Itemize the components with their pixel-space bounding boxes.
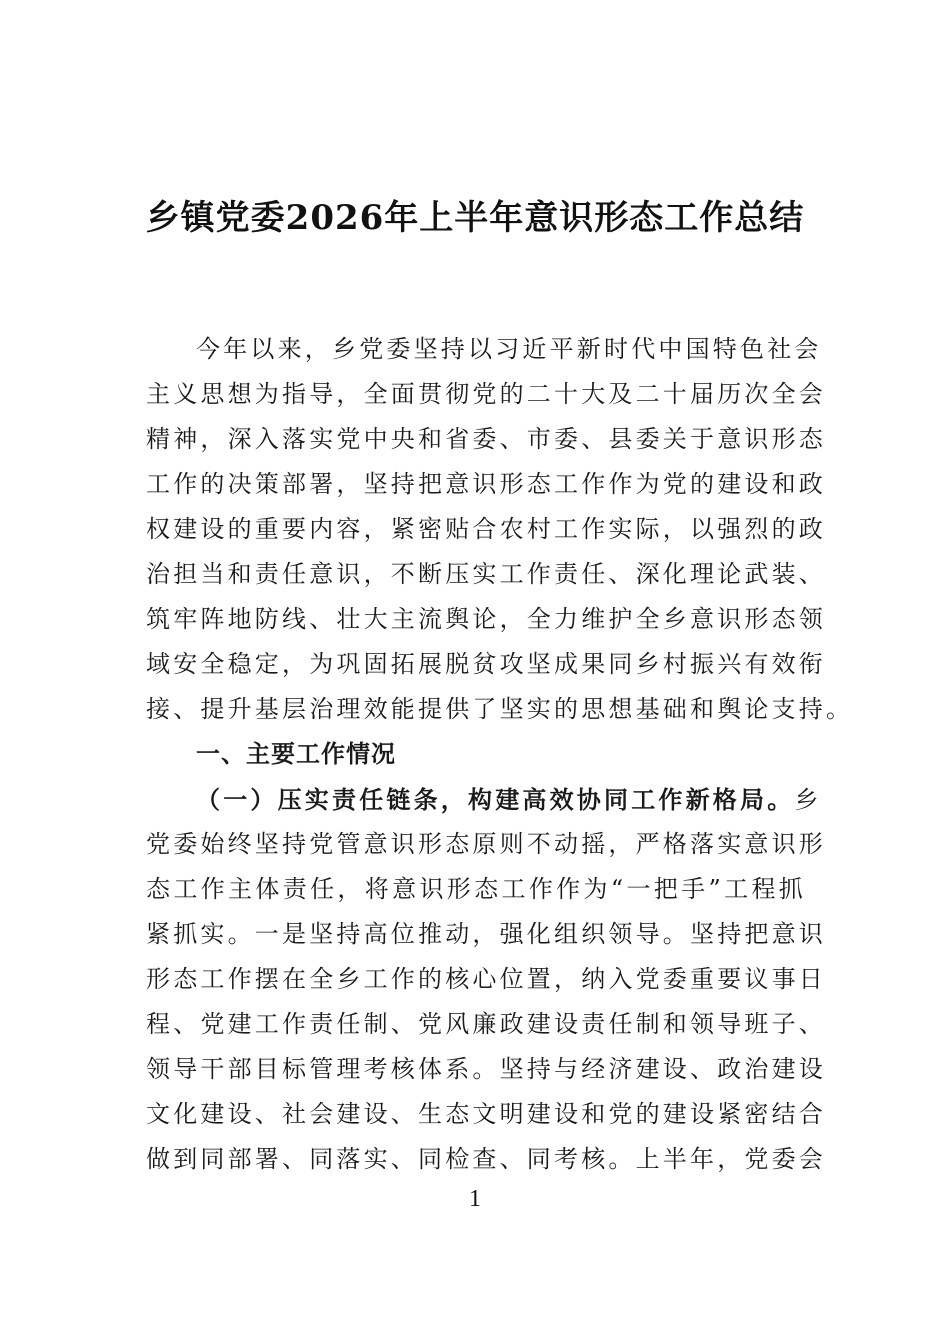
paragraph-line: 筑牢阵地防线、壮大主流舆论，全力维护全乡意识形态领 [146,605,826,633]
paragraph-line: 文化建设、社会建设、生态文明建设和党的建设紧密结合 [146,1100,826,1128]
paragraph-line: 态工作主体责任，将意识形态工作作为“一把手”工程抓 [146,875,806,903]
paragraph-line: 紧抓实。一是坚持高位推动，强化组织领导。坚持把意识 [146,920,826,948]
paragraph-line: 精神，深入落实党中央和省委、市委、县委关于意识形态 [146,425,826,453]
paragraph-line: 做到同部署、同落实、同检查、同考核。上半年，党委会 [146,1145,826,1173]
paragraph-line: 主义思想为指导，全面贯彻党的二十大及二十届历次全会 [146,380,826,408]
paragraph-line: 工作的决策部署，坚持把意识形态工作作为党的建设和政 [146,470,826,498]
document-body [146,327,854,1182]
paragraph-line: 党委始终坚持党管意识形态原则不动摇，严格落实意识形 [146,830,826,858]
paragraph-line: 治担当和责任意识，不断压实工作责任、深化理论武装、 [146,560,826,588]
paragraph-line: 领导干部目标管理考核体系。坚持与经济建设、政治建设 [146,1055,826,1083]
paragraph-line: 形态工作摆在全乡工作的核心位置，纳入党委重要议事日 [146,965,826,993]
section-heading: 一、主要工作情况 [196,740,396,768]
paragraph-line: 接、提升基层治理效能提供了坚实的思想基础和舆论支持。 [146,695,854,723]
subsection-text: 乡 [794,786,822,814]
page-number: 1 [469,1186,481,1212]
paragraph-line: 程、党建工作责任制、党风廉政建设责任制和领导班子、 [146,1010,826,1038]
paragraph-line: 今年以来，乡党委坚持以习近平新时代中国特色社会 [196,335,822,363]
subsection-heading: （一）压实责任链条，构建高效协同工作新格局。 [196,785,795,814]
paragraph-line: 权建设的重要内容，紧密贴合农村工作实际，以强烈的政 [146,515,826,543]
document-title: 乡镇党委2026年上半年意识形态工作总结 [145,198,805,238]
paragraph-line: 域安全稳定，为巩固拓展脱贫攻坚成果同乡村振兴有效衔 [146,650,826,678]
subsection-first-line [146,777,822,822]
